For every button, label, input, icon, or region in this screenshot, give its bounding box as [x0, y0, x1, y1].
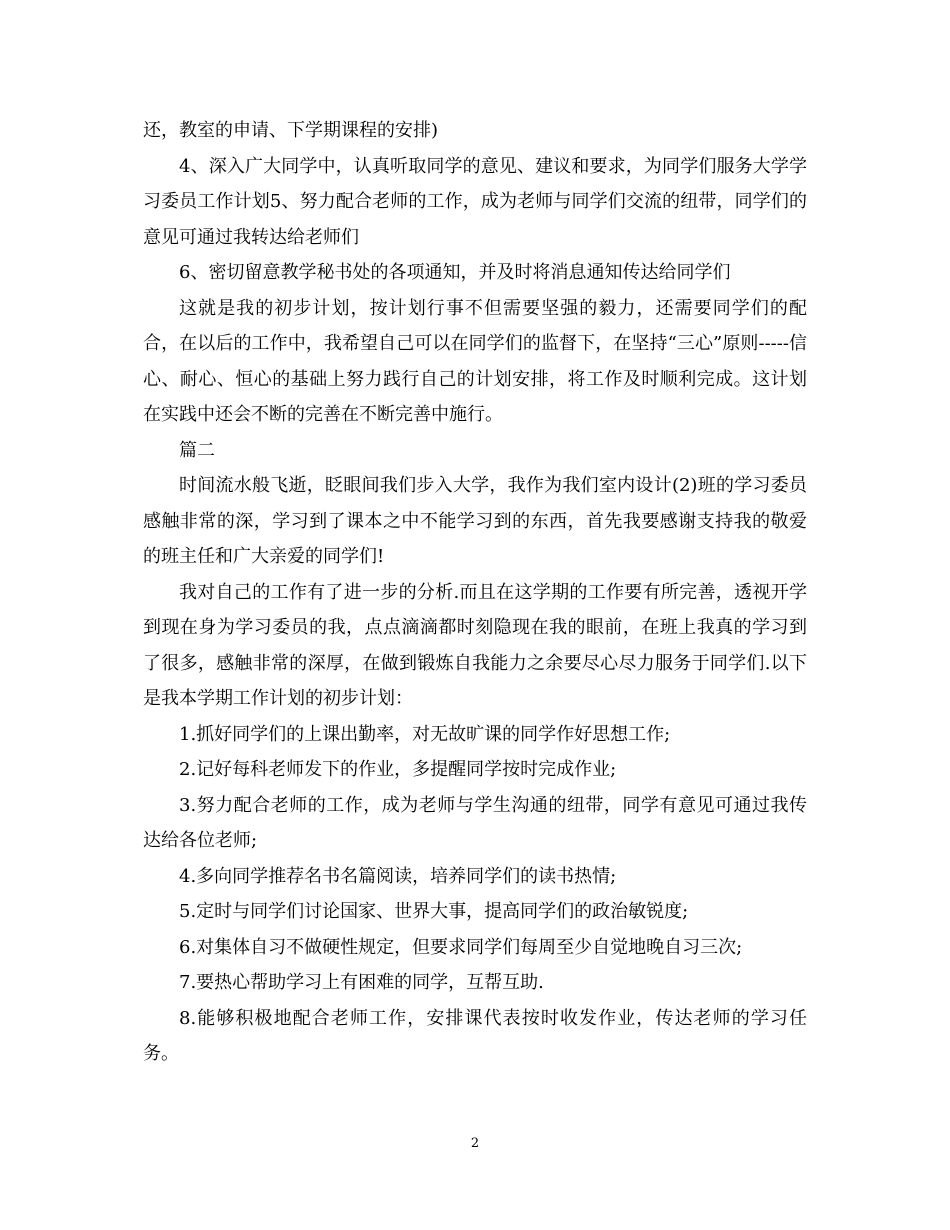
plan-item-6: 6.对集体自习不做硬性规定，但要求同学们每周至少自觉地晚自习三次;: [179, 936, 743, 958]
page-number: 2: [470, 1136, 480, 1151]
document-body: [143, 113, 807, 1072]
paragraph-item-4: 4、深入广大同学中，认真听取同学的意见、建议和要求，为同学们服务大学学习委员工作计划5、努力配合老师的工作，成为老师与同学们交流的纽带，同学们的意见可通过我转达给老师们: [143, 155, 807, 248]
plan-item-7: 7.要热心帮助学习上有困难的同学，互帮互助.: [179, 972, 544, 993]
plan-item-4: 4.多向同学推荐名书名篇阅读，培养同学们的读书热情;: [179, 865, 617, 887]
plan-item-3: 3.努力配合老师的工作，成为老师与学生沟通的纽带，同学有意见可通过我传达给各位老师;: [143, 794, 807, 851]
plan-item-5: 5.定时与同学们讨论国家、世界大事，提高同学们的政治敏锐度;: [179, 901, 689, 922]
paragraph-conclusion: 这就是我的初步计划，按计划行事不但需要坚强的毅力，还需要同学们的配合，在以后的工作中，我希望自己可以在同学们的监督下，在坚持“三心”原则-----信心、耐心、恒心的基础上努力践行自己的计划安排，将工作及时顺利完成。这计划在实践中还会不断的完善在不断完善中施行。: [143, 297, 807, 425]
paragraph-intro: 时间流水般飞逝，眨眼间我们步入大学，我作为我们室内设计(2)班的学习委员感触非常的深，学习到了课本之中不能学习到的东西，首先我要感谢支持我的敬爱的班主任和广大亲爱的同学们!: [143, 475, 807, 567]
paragraph-continuation: 还，教室的申请、下学期课程的安排): [143, 120, 439, 141]
plan-item-8: 8.能够积极地配合老师工作，安排课代表按时收发作业，传达老师的学习任务。: [143, 1007, 807, 1064]
paragraph-item-6: 6、密切留意教学秘书处的各项通知，并及时将消息通知传达给同学们: [179, 262, 731, 283]
section-heading-part-two: 篇二: [179, 439, 215, 461]
plan-item-2: 2.记好每科老师发下的作业，多提醒同学按时完成作业;: [179, 759, 617, 780]
plan-item-1: 1.抓好同学们的上课出勤率，对无故旷课的同学作好思想工作;: [179, 723, 671, 745]
paragraph-analysis: 我对自己的工作有了进一步的分析.而且在这学期的工作要有所完善，透视开学到现在身为学习委员的我，点点滴滴都时刻隐现在我的眼前，在班上我真的学习到了很多，感触非常的深厚，在做到锻炼自我能力之余要尽心尽力服务于同学们.以下是我本学期工作计划的初步计划：: [143, 581, 807, 709]
